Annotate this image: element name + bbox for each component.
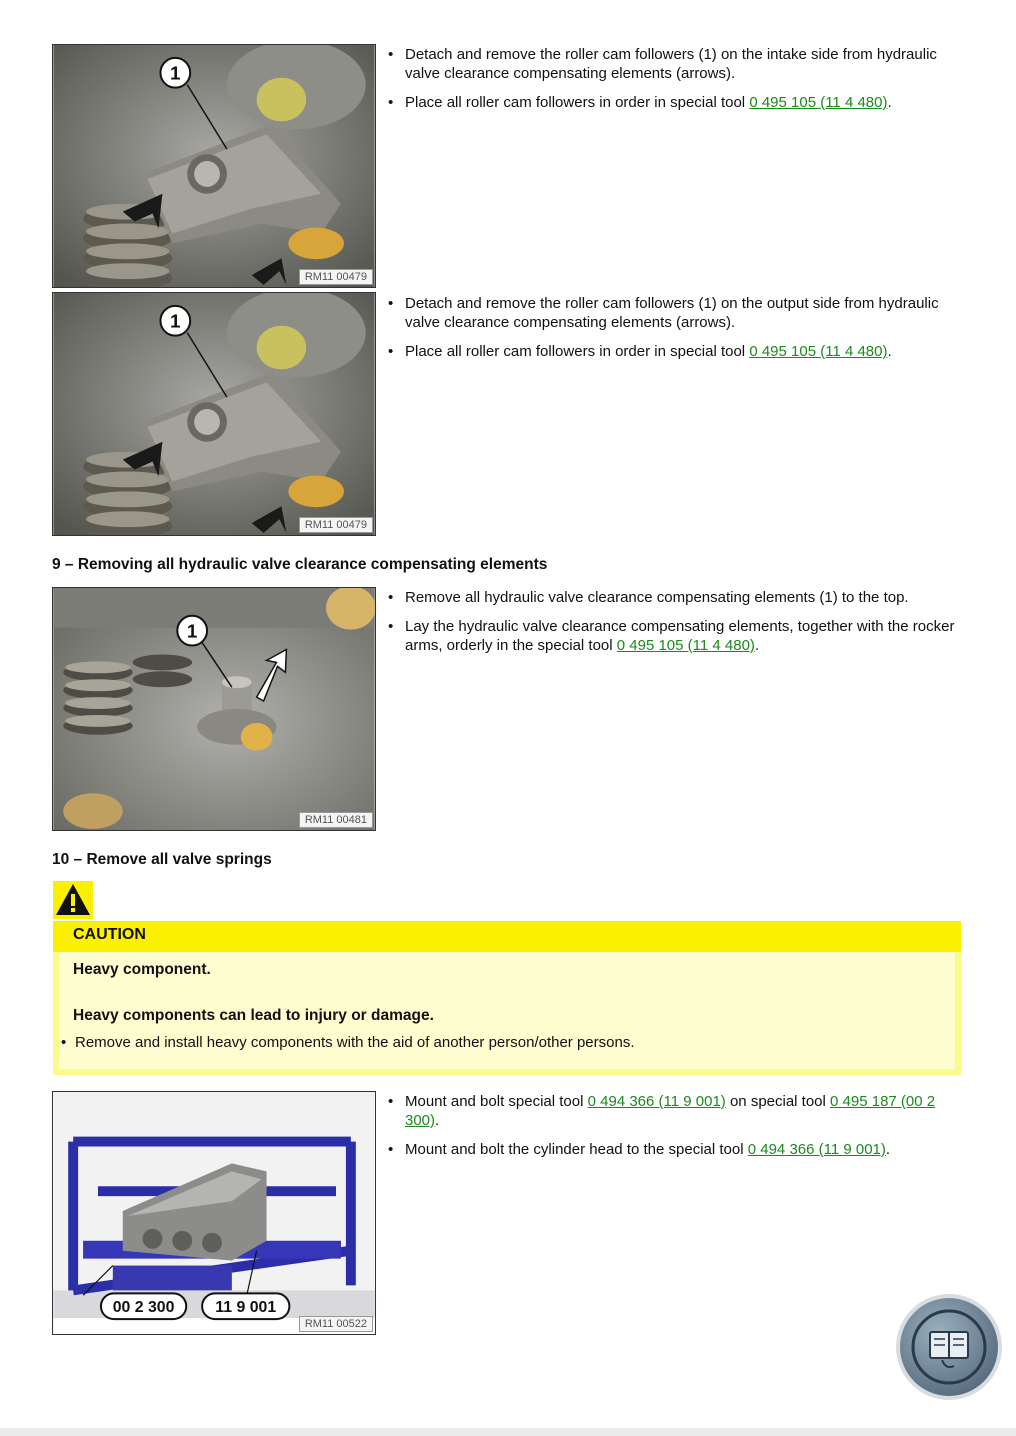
list-item: • Mount and bolt the cylinder head to the special tool 0 494 366 (11 9 001). bbox=[388, 1140, 968, 1159]
intake-bullets bbox=[388, 45, 968, 122]
callout-1: 1 bbox=[170, 310, 181, 332]
photo-compensating-elements bbox=[53, 588, 375, 830]
list-item: • Remove all hydraulic valve clearance compensating elements (1) to the top. bbox=[388, 588, 968, 607]
figure-special-tool-mount bbox=[52, 1091, 376, 1335]
list-item: • Mount and bolt special tool 0 494 366 (11 9 001) on special tool 0 495 187 (00 2 300). bbox=[388, 1092, 968, 1130]
list-item: • Lay the hydraulic valve clearance compensating elements, together with the rocker arms, orderly in the special tool 0 495 105 (11 4 480). bbox=[388, 617, 968, 655]
list-item: • Place all roller cam followers in order in special tool 0 495 105 (11 4 480). bbox=[388, 93, 968, 112]
tool-link[interactable]: 0 495 105 (11 4 480) bbox=[616, 637, 755, 654]
step-10-heading: 10 – Remove all valve springs bbox=[52, 851, 272, 868]
list-item: • Detach and remove the roller cam followers (1) on the intake side from hydraulic valve clearance compensating elements (arrows). bbox=[388, 45, 968, 83]
callout-11-9-001: 11 9 001 bbox=[215, 1299, 277, 1317]
manual-viewer-icon[interactable] bbox=[900, 1298, 998, 1396]
callout-1: 1 bbox=[170, 62, 181, 84]
tool-link[interactable]: 0 495 105 (11 4 480) bbox=[749, 343, 888, 360]
figure-id-label: RM11 00522 bbox=[299, 1316, 373, 1332]
figure-id-label: RM11 00479 bbox=[299, 517, 373, 533]
list-item: • Detach and remove the roller cam followers (1) on the output side from hydraulic valve clearance compensating elements (arrows). bbox=[388, 294, 968, 332]
figure-compensating-elements bbox=[52, 587, 376, 831]
output-bullets bbox=[388, 294, 968, 371]
step-10-bullets bbox=[388, 1092, 968, 1169]
figure-output-followers bbox=[52, 292, 376, 536]
figure-intake-followers bbox=[52, 44, 376, 288]
caution-title: CAUTION bbox=[73, 926, 146, 943]
tool-link[interactable]: 0 495 187 (00 2 300) bbox=[405, 1093, 936, 1129]
photo-special-tool-mount bbox=[53, 1092, 375, 1334]
caution-bullet: • Remove and install heavy components with the aid of another person/other persons. bbox=[61, 1034, 635, 1051]
callout-00-2-300: 00 2 300 bbox=[112, 1299, 175, 1317]
caution-header bbox=[53, 921, 961, 952]
caution-line-1: Heavy component. bbox=[73, 961, 211, 978]
caution-body bbox=[53, 952, 961, 1075]
list-item: • Place all roller cam followers in order in special tool 0 495 105 (11 4 480). bbox=[388, 342, 968, 361]
tool-link[interactable]: 0 494 366 (11 9 001) bbox=[747, 1141, 886, 1158]
tool-link[interactable]: 0 494 366 (11 9 001) bbox=[587, 1093, 726, 1110]
tool-link[interactable]: 0 495 105 (11 4 480) bbox=[749, 94, 888, 111]
figure-id-label: RM11 00479 bbox=[299, 269, 373, 285]
callout-1: 1 bbox=[186, 620, 198, 642]
photo-intake-followers bbox=[53, 45, 375, 287]
figure-id-label: RM11 00481 bbox=[299, 812, 373, 828]
step-9-heading: 9 – Removing all hydraulic valve clearance compensating elements bbox=[52, 556, 548, 573]
step-9-bullets bbox=[388, 588, 968, 665]
page-bottom-rule bbox=[0, 1428, 1016, 1436]
caution-line-2: Heavy components can lead to injury or damage. bbox=[73, 1007, 434, 1024]
photo-output-followers bbox=[53, 293, 375, 535]
warning-triangle-icon bbox=[53, 881, 93, 919]
